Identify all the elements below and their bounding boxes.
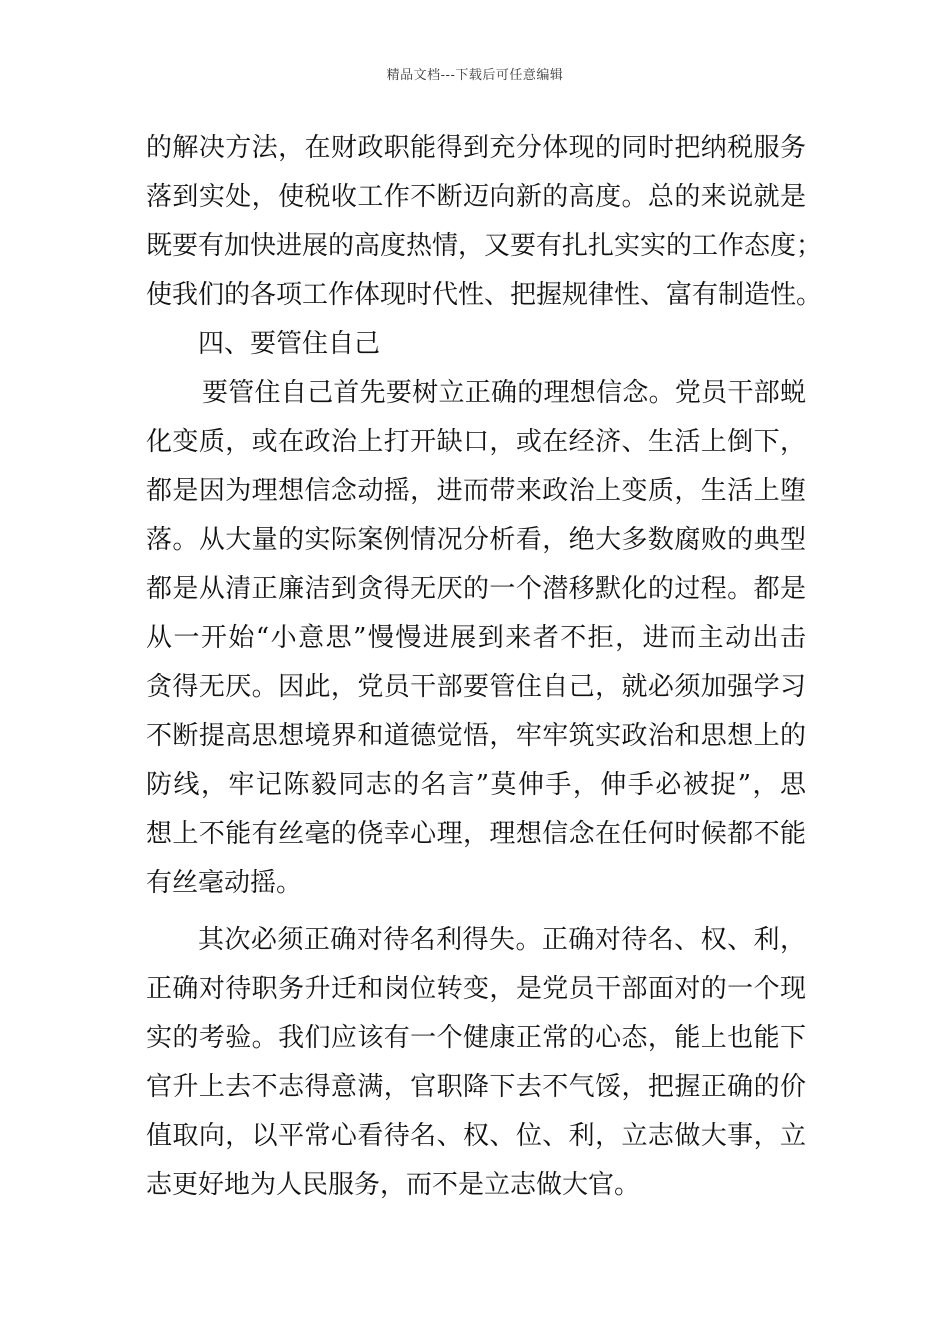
text-line: 落到实处，使税收工作不断迈向新的高度。总的来说就是 (146, 182, 806, 212)
text-line: 贪得无厌。因此，党员干部要管住自己，就必须加强学习 (146, 672, 806, 702)
text-line: 既要有加快进展的高度热情，又要有扎扎实实的工作态度； (146, 231, 823, 261)
text-line: 要管住自己首先要树立正确的理想信念。党员干部蜕 (202, 378, 806, 408)
text-line: 的解决方法，在财政职能得到充分体现的同时把纳税服务 (146, 133, 806, 163)
text-line: 都是因为理想信念动摇，进而带来政治上变质，生活上堕 (146, 476, 806, 506)
text-line: 防线，牢记陈毅同志的名言”莫伸手，伸手必被捉”，思 (146, 770, 806, 800)
text-line: 正确对待职务升迁和岗位转变，是党员干部面对的一个现 (146, 974, 806, 1004)
paragraph (146, 369, 806, 908)
text-line: 不断提高思想境界和道德觉悟，牢牢筑实政治和思想上的 (146, 721, 806, 751)
text-line: 其次必须正确对待名利得失。正确对待名、权、利， (198, 925, 806, 955)
text-line: 想上不能有丝毫的侥幸心理，理想信念在任何时候都不能 (146, 819, 806, 849)
text-line: 四、要管住自己 (198, 329, 381, 359)
text-line: 都是从清正廉洁到贪得无厌的一个潜移默化的过程。都是 (146, 574, 806, 604)
text-line: 官升上去不志得意满，官职降下去不气馁，把握正确的价 (146, 1072, 806, 1102)
text-line: 有丝毫动摇。 (146, 868, 303, 898)
section-heading (146, 320, 806, 369)
text-line: 化变质，或在政治上打开缺口，或在经济、生活上倒下， (146, 427, 806, 457)
text-line: 落。从大量的实际案例情况分析看，绝大多数腐败的典型 (146, 525, 806, 555)
text-line: 使我们的各项工作体现时代性、把握规律性、富有制造性。 (146, 280, 823, 310)
text-line: 值取向，以平常心看待名、权、位、利，立志做大事，立 (146, 1121, 806, 1151)
document-body (146, 124, 823, 1210)
paragraph (146, 124, 823, 320)
text-line: 实的考验。我们应该有一个健康正常的心态，能上也能下 (146, 1023, 806, 1053)
paragraph-gap (146, 908, 806, 916)
paragraph (146, 916, 806, 1210)
page-header: 精品文档---下载后可任意编辑 (386, 68, 564, 83)
text-line: 志更好地为人民服务，而不是立志做大官。 (146, 1170, 641, 1200)
text-line: 从一开始“小意思”慢慢进展到来者不拒，进而主动出击 (146, 623, 806, 653)
